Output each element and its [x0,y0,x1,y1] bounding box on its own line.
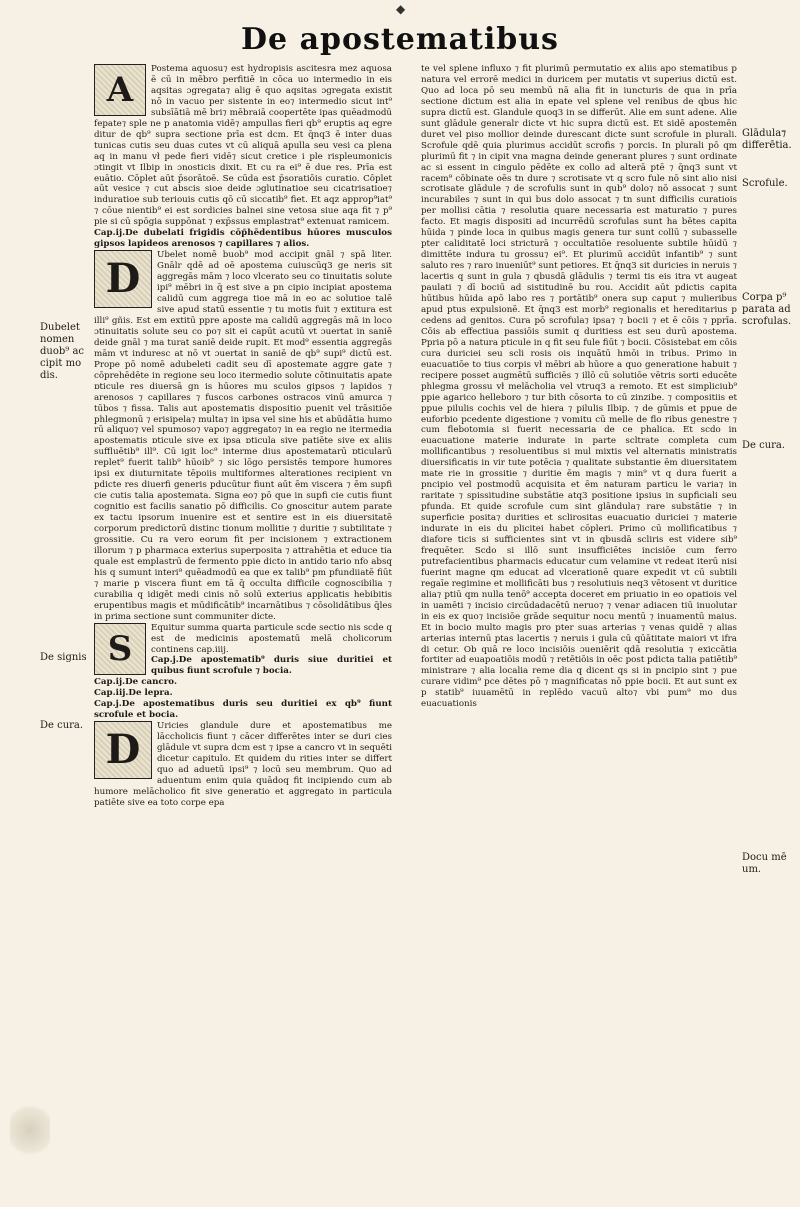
paragraph-text: Ubelet nomē buob⁹ mod accipit gnāl ⁊ spā liter. Gnālr qdē ad oē apostema cuiuscūq3 ge neris sit aggregās mām ⁊ loco vlcerato seu co tinuitatis solute ipi⁹ mēbri in q̄ est sive a pn cipio incipiat apostema calidū cum aggrega tioe mā in eo ac solutioe talē sive apud statū essentie ⁊ tu motis fuit ⁊ extitura est illi⁹ gñis. Est em extitū ppre aposte ma calidū aggregās mā in loco ɔtinuitatis solute seu co po⁊ sit ei capūt acutū vt ɔuertat in saniē deide gnāl ⁊ ma turat saniē deide rupit. Et mod⁹ essentia aggregās mām vt induresc at nō vt ɔuertat in saniē de qb⁹ supi⁹ dictū est. Prope pō nomē adubeleti cadit seu dī apostemate aggre gate ⁊ cōprehēdēte in regione seu loco itermedio solute cōtinuitatis apate ɒticule res diuersā gn is hūores mu sculos gipsos ⁊ lapidos ⁊ arenosos ⁊ capillares ⁊ fuscos carbones ostracos vinū amurca ⁊ tūbos ⁊ fissa. Talis aut apostematis dispositio puenit vel trāsitiōe phlegmonū ⁊ erisipela⁊ multa⁊ in ipsa vel sine his et abūdātia humo rū aliquo⁊ vel spumoso⁊ vapo⁊ aggregato⁊ in ea regio ne itermedia apostematis ɒticule sive ex ipsa ɒticula sive patiēte sive ex aliis suffluētib⁹ ill⁹. Cū igit loc⁹ interme dius apostematarū ɒticularū replet⁹ fuerit talib⁹ hūoib⁹ ⁊ sic lōgo persistēs tempore humores ipsi ex diuturnitate tēpoiis multiformes alterationes recipient vn pdicte res diuerfi generis pducūtur fiunt aūt ēm viscera ⁊ ēm supfi cie cutis talia apostemata. Signa eo⁊ pō que in supfi cie cutis fiunt cognitio est facilis sanatio pō difficilis. Co gnoscitur autem parate ex tactu ipsorum inuenire est et sentire est in eis diuersitatē corporum predictorū distinc tionum mollitie ⁊ duritie ⁊ subtilitate ⁊ grossitie. Cu ra vero eorum fit per incisionem ⁊ extractionem illorum ⁊ p pharmaca exterius superposita ⁊ attrahētia et educe tia quale est emplastrū de fermento ppie dicto in antido tario nfo absq his q sumunt interi⁹ quēadmodū ea que ex talib⁹ pm pfundiiatē fiūt ⁊ marie p viscera fiunt em tā q̄ occulta difficile cognoscibilia ⁊ curabilia q idigēt medi cinis nō solū exterius applicatis hebibitis erupentibus magis et mūdificātib⁹ incarnātibus ⁊ cōsolidātibus q̄les in prima sectione sunt communiter dicte. [94,250,392,622]
margin-note: Dubelet nomen duob⁹ ac cipit mo dis. [40,322,85,381]
paragraph [94,64,392,228]
paragraph-text: Postema aquosu⁊ est hydropisis ascitesra mez aquosa ē cū in mēbro perfitiē in cōca uo intermedio in eis aqsitas ɔgregata⁊ alig ē quo aqsitas ɔgregata existit nō in vacuo per sistente in eo⁊ intermedio sicut int⁹ subsīātiā mē bri⁊ mēbraiā coopertēte ipas quēadmodū fepate⁊ sple ne p anatomia vidē⁊ ampullas fieri qb⁹ eruptis aq egre ditur de qb⁹ supra sectione prīa est dcm. Et q̄nq3 ē inter duas tunicas cutis seu duas cutes vt cū aliquā apulla seu vesi ca plena aq in manu vł pede fieri vidē⁊ sicut cretice i ple rispleumonicis ɔtingit vt Ilbip in ɔnosticis dixit. Et cu ra ei⁹ ē due res. Prīa est euātio. Cōplet aūt p̄sorātoē. Se cūda est p̄soratiōis curatio. Cōplet aūt vesice ⁊ cut abscis sioe deide ɔglutinatioe seu cicatrisatioe⁊ induratioe sub teriouis cutis qō cū siccatib⁹ fiet. Et aqz approp⁹iat⁹ ⁊ cōue nientib⁹ ei est sordicies balnei sine vetosa siue aqa fit ⁊ p⁹ pie si cū spōgia suppōnat ⁊ exp̄ssus emplastrat⁹ extenuat ramicem. [94,64,392,228]
left-column [94,64,392,809]
margin-note: De cura. [742,440,786,451]
decorated-initial: A [94,64,146,116]
chapter-heading: Cap.j.De apostematibus duris seu duritiei ex qb⁹ fiunt scrofule et bocia. [94,699,392,721]
paragraph-text: te vel splene influxo ⁊ fit plurimū permutatio ex aliis apo stematibus p natura vel errorē medici in duricem per mutatis vt superius dictū est. Quo ad loca pō seu membū nā alia fit in iuncturis de qua in prīa sectione dictum est alia in epate vel splene vel renibus de qbus hic supra dictū est. Glandule quoq3 in se differūt. Alie em sunt adene. Alie sunt glādule generalr dicte vt hic supra dictū est. Et sidē apostemēn duret vel piso mollior deinde durescant dicte sunt scrofule in plurali. Scrofule qdē quia plurimus accidūt scrofis ⁊ porcis. In plurali pō qm plurimū fit ⁊ in cipit vna magna deinde generant plures ⁊ sunt ordinate ac si essent in cingulo pēdēte ex collo ad alterā ptē ⁊ q̄nq3 sunt vt racem⁹ cōbinate oēs tn dure ⁊ scrotisate vt q scro fule nō sint alio nisi scrotisate glādule ⁊ de scrofulis sunt in qub⁹ dolo⁊ nō assocat ⁊ sunt incurabiles ⁊ sunt in qui bus dolo assocat ⁊ tn sunt difficilis curatiois per mollisi cātia ⁊ resolutia quare necessaria est maturatio ⁊ pures facto. Et magis dispositi ad incurrēdū scrofulas sunt ha bētes capita hūida ⁊ pinde loca in quibus magis genera tur sunt collū ⁊ subasselle pter caliditatē loci stricturā ⁊ occultatiōe resoluente subtile hūidū ⁊ dimittēte indura tu grossu⁊ ei⁹. Et plurimū accidūt infantib⁹ ⁊ sunt saluto res ⁊ raro inueniūt⁹ sunt petiores. Et q̄nq3 sit duricies in neruis ⁊ lacertis q sunt in gula ⁊ qbusdā glādulis ⁊ termi tis eis itra vt augeat paulati ⁊ dī bociū ad sistitudinē bu rou. Accidit aūt pdictis capita hūtibus hūida apō labo res ⁊ portātib⁹ onera sup caput ⁊ mulieribus apud ptus expulsionē. Et q̄nq3 est morb⁹ regionalis et hereditarius p cedens ad genitos. Cura pō scrofula⁊ ipsa⁊ ⁊ bocii ⁊ et ē cōis ⁊ pprīa. Cōis ab effectiua passiōis sumit q duritiess est seu durū apostema. Ppria pō a natura pticule in q fit seu fule fiūt ⁊ bocii. Cōsistebat em cōis cura duriciei seu scli rosis ois inquātū hmōi in tribus. Primo in euacuatiōe to tius corpis vł mēbri ab hūore a quo generatione habuit ⁊ recipere posset augmētū sufficiēs ⁊ illō cū solutiōe vētris sorti educēte phlegma grossu vł melācholia vel vtruq3 a remoto. Et est simpliciub⁹ ppie agarico helleboro ⁊ tur bith cōsorta to cū zinzibe. ⁊ compositiis et ppue pilulis cochis vel de hiera ⁊ pilulis Ilbip. ⁊ de gūmis et ppue de euforbio pcedente digestione ⁊ vomitu cū melle de flo ribus genestre ⁊ cum flebotomia si fuerit necessaria de ce phalica. Et scdo in euacuatione materie indurate in parte scltrate completa cum mollificantibus ⁊ resoluentibus si mul mixtis vel alternatis ministratis diuersificatis in vir tute potēcia ⁊ qualitate substantie ēm diuersitatem mate rie in grossitie ⁊ duritie ēm magis ⁊ min⁹ vt q dura fuerit a pncipio vel postmodū acquisita et ēm naturam particu le varia⁊ in raritate ⁊ spissitudine substātie atq3 positione ipsius in supficiali seu pfunda. Et quide scrofule cum sint glāndula⁊ rare substātie ⁊ in superficie posita⁊ durities et sclirositas euacuatio duriciei ⁊ materie indurate in eis du plicitei habet cōpleri. Primo cū mollificatibus ⁊ diafore ticis si sufficientes sint vt in qbusdā scliris est videre sib⁹ frequēter. Scdo si illō sunt insufficiētes incisiōe cum ferro putrefacientibus pharmacis educatur cum velamine vt redeat iterū nisi fuerint magne qm educat ad vlcerationē quare expedit vt cū subtili regaīe regimine et mollificāti bus ⁊ resolutiuis neq3 vētosent vt duritice alia⁊ ptiū qm nulla tenō⁹ accepta doceret em priuatio in eo opatiois vel in uamēti ⁊ incisio circūdadacētū neruo⁊ ⁊ venar adiacen tiū inuolutar in eis ex quo⁊ incisiōe grāde sequitur nocu mentū ⁊ inuamentū maius. Et in bocio multo magis pro pter suas arterias ⁊ venas quidē ⁊ alias arterias internū ptas lacertis ⁊ neruis i gula cū qūātitate maiori vt ifra di cetur. Ob quā re loco incisiōis ɔueniērit qdā resolutia ⁊ exiccātia fortiter ad euapoatiōis modū ⁊ retētiōis in oēc post pdicta talia patiētib⁹ ministrare ⁊ alia localia reme dia q dicent qs si in pncipio sint ⁊ pue curare vidim⁹ pce dētes pō ⁊ magnificatas nō ppie bocii. Et aut sunt ex p statib⁹ iuuamētū in replēdo vacuū alto⁊ vbi pum⁹ mo dus euacuationis [421,64,737,710]
right-column [421,64,737,710]
margin-note: Scrofule. [742,178,788,189]
ornament-mark: ◆ [396,2,406,16]
decorated-initial: S [94,623,146,675]
paragraph [94,250,392,622]
page-title: De apostematibus [241,22,559,57]
chapter-heading: Cap.ij.De cancro. [94,677,177,688]
margin-note: De cura. [40,720,84,731]
chapter-heading: Cap.iij.De lepra. [94,688,173,699]
chapter-heading: Cap.ij.De dubelati frigidis cōp̄hēdentibus hūores musculos gipsos lapideos arenosos ⁊ capillares ⁊ alios. [94,228,392,250]
decorated-initial: D [94,721,152,779]
paragraph-text: Equitur summa quarta particule scde sectio nis scde q est de medicinis apostematū melā cholicorum continens cap.iiij. [151,622,392,655]
paper-stain [10,1100,50,1160]
paragraph [94,721,392,809]
margin-note: Corpa p⁹ parata ad scrofulas. [742,292,792,327]
paragraph-text: Uricies glandule dure et apostematibus me lāccholicis fiunt ⁊ cācer differētes inter se duri cies glādule vt supra dcm est ⁊ ipse a cancro vt in sequēti dicetur capitulo. Et quidem du rities inter se differt quo ad aduetū ipsi⁹ ⁊ locū seu membrum. Quo ad aduentum enim quia quādoq fit incipiendo cum ab humore melācholico fit sive generatio et aggregato in particula patiēte sive ea toto corpe epa [94,721,392,808]
decorated-initial: D [94,250,152,308]
margin-note: De signis [40,652,87,663]
margin-note: Docu mē um. [742,852,787,875]
chapter-heading: Cap.j.De apostematib⁹ duris siue duritiei et quibus fiunt scrofule ⁊ bocia. [151,655,392,677]
margin-note: Glādula⁊ differētia. [742,128,792,151]
